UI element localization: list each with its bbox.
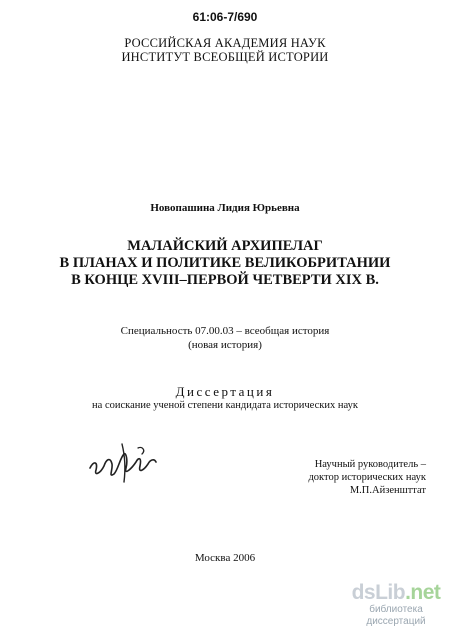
institution-line-2: ИНСТИТУТ ВСЕОБЩЕЙ ИСТОРИИ (121, 50, 329, 64)
specialty-line-1: Специальность 07.00.03 – всеобщая история (120, 325, 330, 337)
institution-header (0, 36, 450, 64)
watermark-tagline: библиотека диссертаций (366, 604, 426, 627)
specialty-line-2: (новая история) (188, 339, 262, 351)
watermark-logo-part2: .net (405, 581, 441, 604)
supervisor-line-2: доктор исторических наук (308, 472, 426, 483)
institution-line-1: РОССИЙСКАЯ АКАДЕМИЯ НАУК (124, 36, 326, 50)
supervisor-line-1: Научный руководитель – (314, 459, 426, 470)
supervisor-line-3: М.П.Айзеншттат (349, 485, 426, 496)
dissertation-subtitle: на соискание ученой степени кандидата исторических наук (92, 400, 358, 411)
watermark-logo-part1: dsLib (351, 581, 406, 604)
catalog-number: 61:06-7/690 (192, 10, 258, 24)
title-line-2: В ПЛАНАХ И ПОЛИТИКЕ ВЕЛИКОБРИТАНИИ (59, 255, 391, 271)
title-line-1: МАЛАЙСКИЙ АРХИПЕЛАГ (127, 238, 323, 254)
specialty (0, 324, 450, 352)
handwritten-signature (88, 438, 160, 484)
dissertation-label: Диссертация (175, 384, 275, 399)
dissertation-title (0, 238, 450, 289)
dslib-watermark (344, 582, 448, 628)
city-year: Москва 2006 (194, 552, 256, 564)
title-line-3: В КОНЦЕ XVIII–ПЕРВОЙ ЧЕТВЕРТИ XIX В. (71, 272, 379, 288)
watermark-logo (344, 582, 448, 604)
author-name: Новопашина Лидия Юрьевна (150, 202, 300, 214)
scientific-supervisor (276, 458, 426, 497)
